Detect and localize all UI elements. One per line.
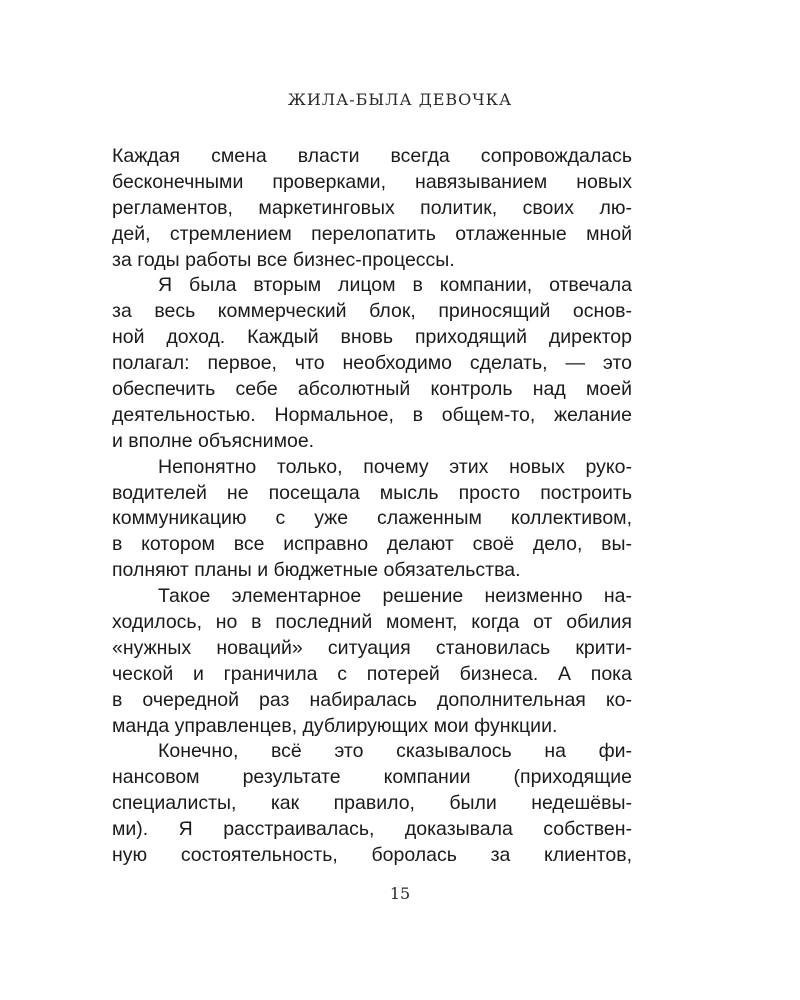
text-line: и вполне объяснимое. (112, 429, 315, 452)
text-line: полагал: первое, что необходимо сделать, — это (112, 352, 632, 375)
text-line: коммуникацию с уже слаженным коллективом, (112, 507, 632, 530)
text-line: дей, стремлением перелопатить отлаженные мной (112, 222, 632, 245)
body-text (112, 144, 632, 869)
text-line: бесконечными проверками, навязыванием новых (112, 170, 632, 193)
text-line: Я была вторым лицом в компании, отвечала (158, 274, 632, 297)
text-line: Каждая смена власти всегда сопровождалась (112, 145, 632, 167)
text-line: «нужных новаций» ситуация становилась крити- (112, 636, 632, 659)
text-line: манда управленцев, дублирующих мои функции. (112, 714, 558, 737)
text-line: обеспечить себе абсолютный контроль над моей (112, 378, 632, 401)
text-line: ми). Я расстраивалась, доказывала собствен- (112, 818, 632, 841)
running-title: ЖИЛА-БЫЛА ДЕВОЧКА (287, 90, 513, 109)
text-line: за весь коммерческий блок, приносящий основ- (112, 300, 632, 323)
text-line: Непонятно только, почему этих новых руко- (158, 455, 632, 478)
text-line: в котором все исправно делают своё дело, вы- (112, 533, 632, 556)
text-line: деятельностью. Нормальное, в общем-то, желание (112, 403, 632, 426)
text-line: ходилось, но в последний момент, когда от обилия (112, 611, 632, 634)
text-line: Такое элементарное решение неизменно на- (158, 585, 632, 608)
text-line: специалисты, как правило, были недешёвы- (112, 792, 632, 815)
text-line: ной доход. Каждый вновь приходящий директор (112, 326, 632, 349)
text-line: в очередной раз набиралась дополнительная ко- (112, 688, 632, 711)
text-line: полняют планы и бюджетные обязательства. (112, 559, 521, 582)
text-line: за годы работы все бизнес-процессы. (112, 248, 455, 271)
text-line: водителей не посещала мысль просто построить (112, 481, 632, 504)
text-line: регламентов, маркетинговых политик, своих лю- (112, 196, 632, 219)
page-number: 15 (389, 884, 411, 903)
text-line: нансовом результате компании (приходящие (112, 766, 632, 789)
text-line: ную состоятельность, боролась за клиентов, (112, 844, 632, 867)
text-line: ческой и граничила с потерей бизнеса. А пока (112, 662, 632, 685)
text-line: Конечно, всё это сказывалось на фи- (158, 740, 632, 763)
